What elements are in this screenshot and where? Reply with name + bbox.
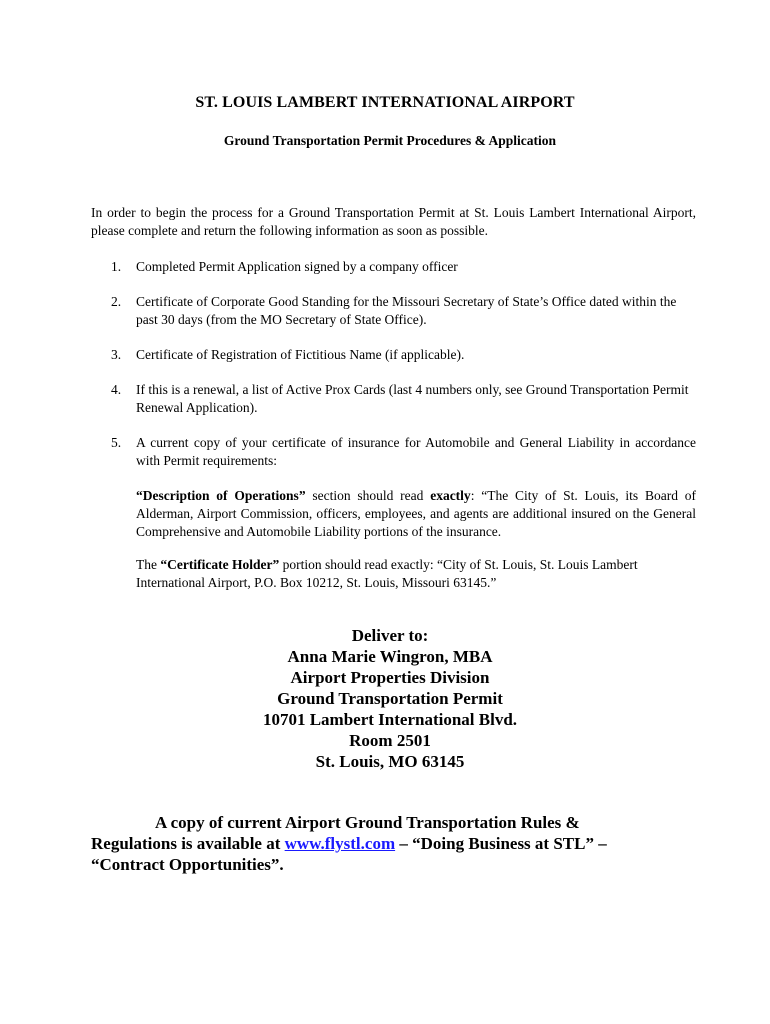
description-of-operations-label: “Description of Operations” bbox=[136, 488, 306, 503]
list-item-number: 5. bbox=[111, 435, 122, 450]
rules-note-after-link: – “Doing Business at STL” – bbox=[395, 834, 607, 853]
requirements-list bbox=[111, 258, 696, 470]
list-item-number: 3. bbox=[111, 347, 122, 362]
list-item-number: 4. bbox=[111, 382, 122, 397]
deliver-street: 10701 Lambert International Blvd. bbox=[262, 710, 518, 729]
list-item-text: If this is a renewal, a list of Active Prox Cards (last 4 numbers only, see Ground Transportation Permit Renewal Application). bbox=[136, 382, 689, 415]
list-item bbox=[111, 346, 696, 364]
list-item-text: Certificate of Corporate Good Standing for the Missouri Secretary of State’s Office dated within the past 30 days (from the MO Secretary of State Office). bbox=[136, 294, 677, 327]
list-item-text: A current copy of your certificate of insurance for Automobile and General Liability in accordance with Permit requirements: bbox=[136, 435, 696, 468]
deliver-city: St. Louis, MO 63145 bbox=[315, 752, 465, 771]
deliver-department: Ground Transportation Permit bbox=[277, 689, 503, 708]
deliver-room: Room 2501 bbox=[349, 731, 431, 750]
deliver-heading: Deliver to: bbox=[351, 626, 429, 645]
list-item bbox=[111, 434, 696, 470]
flystl-link[interactable]: www.flystl.com bbox=[284, 834, 396, 853]
exactly-emphasis: exactly bbox=[430, 488, 471, 503]
deliver-division: Airport Properties Division bbox=[290, 668, 490, 687]
certificate-holder-paragraph bbox=[136, 556, 696, 592]
list-item bbox=[111, 293, 696, 329]
rules-note-line-1: A copy of current Airport Ground Transportation Rules & bbox=[155, 813, 580, 832]
rules-note-line-3: “Contract Opportunities”. bbox=[91, 855, 284, 874]
list-item bbox=[111, 258, 696, 276]
list-item-text: Completed Permit Application signed by a company officer bbox=[136, 259, 458, 274]
certificate-holder-prefix: The bbox=[136, 557, 161, 572]
deliver-name: Anna Marie Wingron, MBA bbox=[287, 647, 493, 666]
list-item-text: Certificate of Registration of Fictitious Name (if applicable). bbox=[136, 347, 465, 362]
description-of-operations-paragraph bbox=[136, 487, 696, 541]
rules-availability-note bbox=[91, 812, 691, 875]
intro-paragraph: In order to begin the process for a Ground Transportation Permit at St. Louis Lambert International Airport, please complete and return the following information as soon as possible. bbox=[91, 205, 696, 238]
list-item-number: 1. bbox=[111, 259, 122, 274]
document-subtitle: Ground Transportation Permit Procedures & Application bbox=[223, 133, 557, 148]
list-item-number: 2. bbox=[111, 294, 122, 309]
description-of-operations-middle: section should read bbox=[305, 488, 431, 503]
delivery-address-block bbox=[0, 625, 770, 772]
description-of-operations-text: : “The City of St. Louis, its Board of Alderman, Airport Commission, officers, employees, and agents are additional insured on the General Comprehensive and Automobile Liability portions of the insurance. bbox=[136, 488, 696, 539]
document-title: ST. LOUIS LAMBERT INTERNATIONAL AIRPORT bbox=[195, 94, 575, 111]
rules-note-before-link: Regulations is available at bbox=[91, 834, 285, 853]
list-item bbox=[111, 381, 696, 417]
certificate-holder-label: “Certificate Holder” bbox=[160, 557, 280, 572]
certificate-holder-text: portion should read exactly: “City of St. Louis, St. Louis Lambert International Airport, P.O. Box 10212, St. Louis, Missouri 63145.” bbox=[136, 557, 638, 590]
